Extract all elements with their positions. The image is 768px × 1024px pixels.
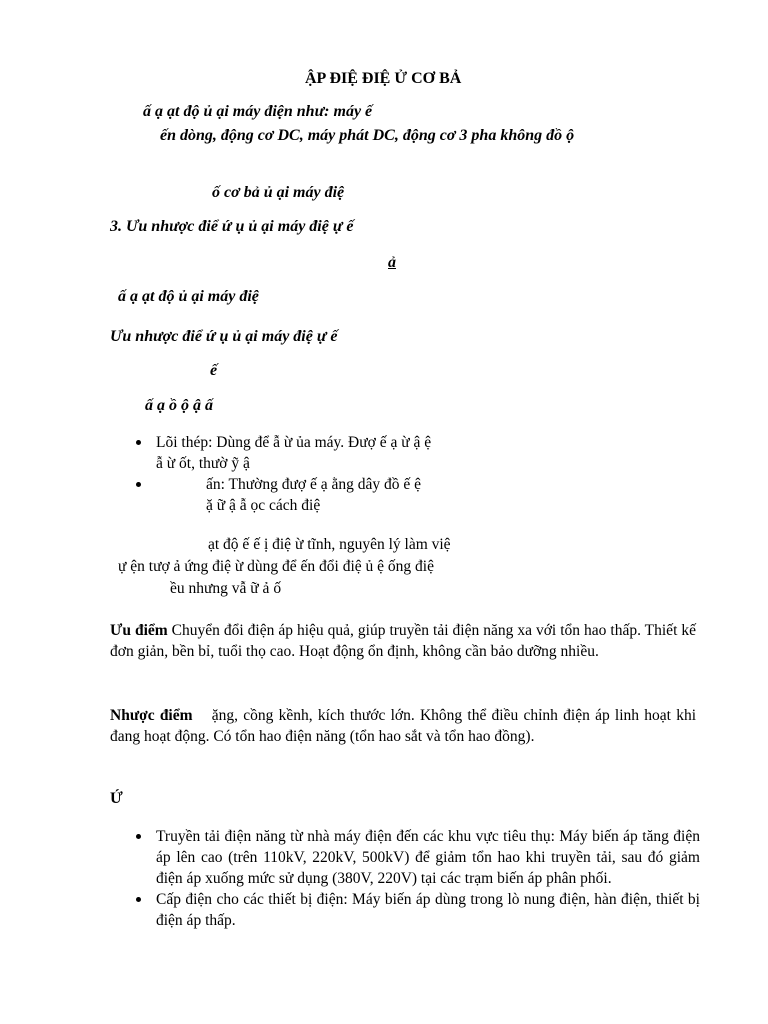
list-item-line: ẫ ừ ốt, thườ ỹ ậ [156,455,250,472]
list-item [110,474,700,516]
advantages-label: Ưu điểm [110,622,168,639]
disadvantages-paragraph [110,705,696,747]
applications-bullet-list [110,826,700,931]
heading-center: ả [388,254,396,271]
heading-cau-tao-2: ấ ạ ồ ộ ậ ấ [145,397,213,414]
principle-line-3: ều nhưng vẫ ữ ả ố [170,580,282,597]
heading-uu-nhuoc: Ưu nhược điể ứ ụ ủ ại máy điệ ự ế [110,328,338,345]
bullet-icon [136,834,141,839]
list-item [110,826,700,889]
principle-line-1: ạt độ ế ế ị điệ ừ tĩnh, nguyên lý làm việ [208,536,451,553]
advantages-paragraph [110,620,696,662]
principle-line-2: ự ện tượ ả ứng điệ ừ dùng để ến đổi điệ ủ ệ ống điệ [118,558,434,575]
advantages-text: Chuyển đổi điện áp hiệu quả, giúp truyền tải điện năng xa với tổn hao thấp. Thiết kế đơn giản, bền bỉ, tuổi thọ cao. Hoạt động ổn định, không cần bảo dưỡng nhiều. [110,622,696,660]
intro-line-1: ấ ạ ạt độ ủ ại máy điện như: máy ế [143,103,373,120]
bullet-icon [136,482,141,487]
intro-line-2: ến dòng, động cơ DC, máy phát DC, động cơ 3 pha không đồ ộ [160,127,575,144]
list-item-line: Lõi thép: Dùng để ẫ ừ ủa máy. Đượ ế ạ ừ ậ ệ [156,434,432,451]
bullet-icon [136,440,141,445]
bullet-icon [136,897,141,902]
heading-cau-tao: ố cơ bả ủ ại máy điệ [212,184,345,201]
heading-section-3: 3. Ưu nhược điể ứ ụ ủ ại máy điệ ự ế [110,218,354,235]
disadvantages-text: ặng, cồng kềnh, kích thước lớn. Không thể điều chỉnh điện áp linh hoạt khi đang hoạt động. Có tổn hao điện năng (tổn hao sắt và tổn hao đồng). [110,707,697,745]
disadvantages-label: Nhược điểm [110,707,193,724]
list-item-line: ấn: Thường đượ ế ạ ằng dây đồ ế ệ [206,476,421,493]
list-item-text: Cấp điện cho các thiết bị điện: Máy biến áp dùng trong lò nung điện, hàn điện, thiết bị điện áp thấp. [156,891,700,929]
applications-heading: Ứ [110,790,123,807]
list-item-line: ặ ữ ậ ẫ ọc cách điệ [206,497,321,514]
heading-nguyen-ly: ấ ạ ạt độ ủ ại máy điệ [118,288,259,305]
heading-small: ế [210,362,218,379]
structure-bullet-list [110,432,700,516]
list-item [110,432,700,474]
list-item-text: Truyền tải điện năng từ nhà máy điện đến các khu vực tiêu thụ: Máy biến áp tăng điện áp lên cao (trên 110kV, 220kV, 500kV) để giảm tổn hao khi truyền tải, sau đó giảm điện áp xuống mức sử dụng (380V, 220V) tại các trạm biến áp phân phối. [156,828,700,887]
list-item [110,889,700,931]
document-title: ẬP ĐIỆ ĐIỆ Ử CƠ BẢ [305,70,462,87]
